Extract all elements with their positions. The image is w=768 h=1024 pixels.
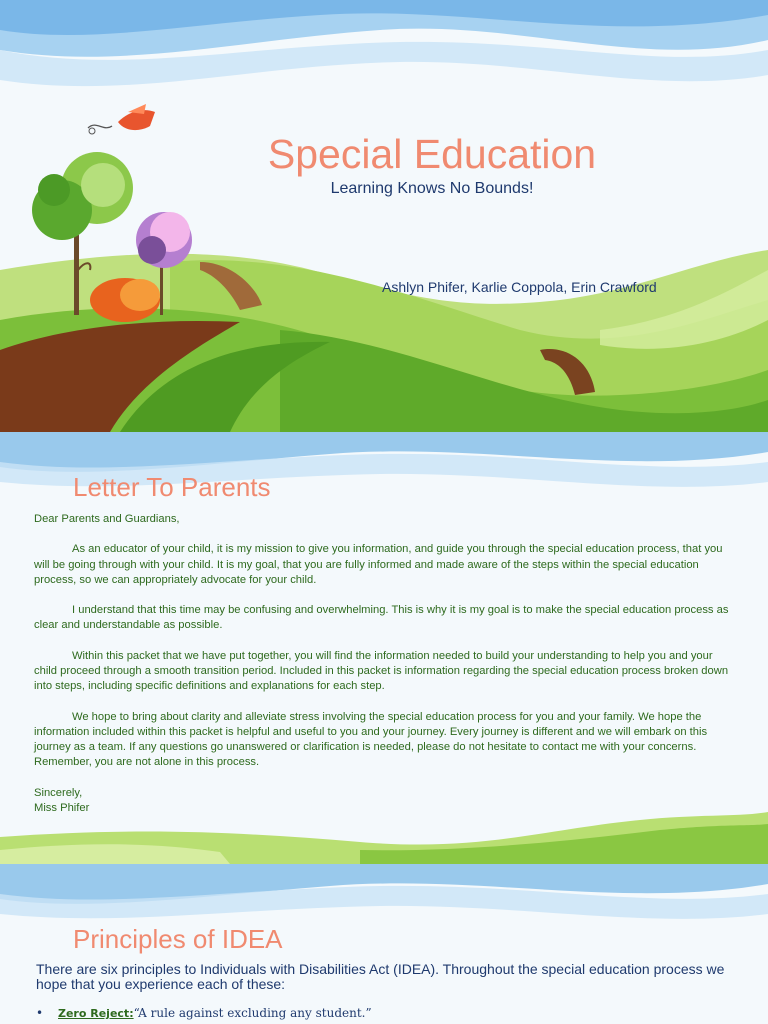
paragraph: As an educator of your child, it is my mission to give you information, and guide you through the special education process, that you will be going through with your child. It is my goal, that you are fully informed and made aware of the steps within the special education process, so we can appropriately advocate for your child. xyxy=(34,543,723,586)
landscape-illustration xyxy=(0,0,768,432)
slide-title: Letter To Parents xyxy=(73,472,271,502)
closing: Sincerely, xyxy=(34,786,83,799)
intro-text: There are six principles to Individuals with Disabilities Act (IDEA). Throughout the special education process we hope that you experience each of these: xyxy=(36,961,725,992)
bullet-term: Zero Reject: xyxy=(58,1007,134,1020)
list-item xyxy=(36,1006,372,1020)
authors: Ashlyn Phifer, Karlie Coppola, Erin Crawford xyxy=(382,279,657,295)
paragraph: We hope to bring about clarity and alleviate stress involving the special education process for you and your family. We hope the information included within this packet is helpful and useful to you and your journey. Every journey is different and we will embark on this journey as a team. If any questions go unanswered or clarification is needed, please do not hesitate to contact me with your concerns. Remember, you are not alone in this process. xyxy=(34,710,708,769)
bullet-text: “A rule against excluding any student.” xyxy=(133,1006,372,1020)
section-title: Principles of IDEA xyxy=(73,924,283,954)
slide-title: Special Education xyxy=(267,131,597,177)
title-slide xyxy=(0,0,768,432)
paragraph: I understand that this time may be confusing and overwhelming. This is why it is my goal is to make the special education process as clear and understandable as possible. xyxy=(34,604,729,632)
letter-slide xyxy=(0,432,768,864)
letter-body xyxy=(34,512,734,816)
bullet-icon: • xyxy=(36,1006,44,1020)
slide-subtitle: Learning Knows No Bounds! xyxy=(330,180,534,197)
paragraph: Within this packet that we have put together, you will find the information needed to build your understanding to help you and your child proceed through a smooth transition period. Included in this packet is information regarding the special education process broken down into steps, including specific definitions and explanations for each step. xyxy=(34,649,729,693)
salutation: Dear Parents and Guardians, xyxy=(34,513,180,525)
signature: Miss Phifer xyxy=(34,801,90,814)
